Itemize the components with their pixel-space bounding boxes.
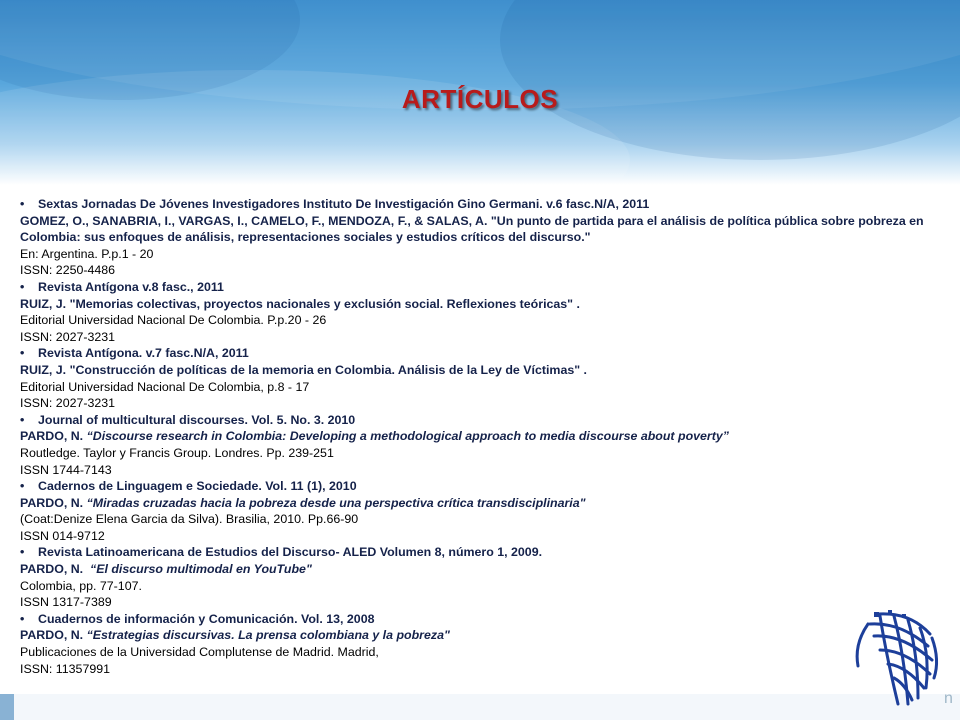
article-authors: PARDO, N. bbox=[20, 429, 84, 444]
publisher-line: Colombia, pp. 77-107. bbox=[20, 578, 142, 593]
citation-line bbox=[20, 627, 930, 644]
citation-line bbox=[20, 561, 930, 578]
citation-line bbox=[20, 428, 930, 445]
issn-line: ISSN: 11357991 bbox=[20, 661, 111, 676]
publisher-line: Editorial Universidad Nacional De Colombia, p.8 - 17 bbox=[20, 379, 310, 394]
article-entry bbox=[20, 279, 930, 345]
citation-line bbox=[20, 362, 930, 379]
article-authors: GOMEZ, O., SANABRIA, I., VARGAS, I., CAMELO, F., MENDOZA, F., & SALAS, A. bbox=[20, 213, 488, 228]
article-authors: RUIZ, J. bbox=[20, 362, 67, 377]
journal-name: Sextas Jornadas De Jóvenes Investigadores Instituto De Investigación Gino Germani. v.6 fasc.N/A, 2011 bbox=[38, 197, 650, 211]
issn-line: ISSN: 2027-3231 bbox=[20, 329, 116, 344]
footer-text: n bbox=[944, 690, 953, 707]
article-entry bbox=[20, 412, 930, 478]
citation-line bbox=[20, 495, 930, 512]
journal-name: Cadernos de Linguagem e Sociedade. Vol. 11 (1), 2010 bbox=[38, 479, 357, 494]
citation-line bbox=[20, 296, 930, 313]
issn-line: ISSN 1317-7389 bbox=[20, 595, 112, 610]
publisher-line: En: Argentina. P.p.1 - 20 bbox=[20, 246, 154, 261]
article-authors: PARDO, N. bbox=[20, 495, 84, 510]
publisher-line: Routledge. Taylor y Francis Group. Londres. Pp. 239-251 bbox=[20, 445, 334, 460]
journal-line: • Journal of multicultural discourses. Vol. 5. No. 3. 2010 bbox=[20, 412, 356, 427]
journal-name: Revista Antígona v.8 fasc., 2011 bbox=[38, 279, 224, 294]
article-title: “Estrategias discursivas. La prensa colombiana y la pobreza" bbox=[86, 628, 450, 643]
article-entry bbox=[20, 345, 930, 411]
article-title: “Discourse research in Colombia: Developing a methodological approach to media discourse about poverty” bbox=[86, 429, 729, 444]
publisher-line: Editorial Universidad Nacional De Colombia. P.p.20 - 26 bbox=[20, 313, 327, 328]
article-authors: RUIZ, J. bbox=[20, 296, 67, 311]
article-authors: PARDO, N. bbox=[20, 628, 84, 643]
article-authors: PARDO, N. bbox=[20, 562, 84, 577]
article-entry bbox=[20, 544, 930, 610]
journal-name: Journal of multicultural discourses. Vol. 5. No. 3. 2010 bbox=[38, 412, 356, 427]
page-title: ARTÍCULOS bbox=[401, 84, 559, 114]
article-title: "Un punto de partida para el análisis de política pública sobre pobreza en Colombia: sus enfoques de análisis, representaciones sociales y estudios críticos del discurso." bbox=[20, 213, 924, 245]
issn-line: ISSN: 2027-3231 bbox=[20, 396, 116, 411]
journal-line: • Cadernos de Linguagem e Sociedade. Vol. 11 (1), 2010 bbox=[20, 479, 357, 494]
article-title: "Memorias colectivas, proyectos nacionales y exclusión social. Reflexiones teóricas" . bbox=[69, 296, 580, 311]
issn-line: ISSN 014-9712 bbox=[20, 528, 105, 543]
globe-grid-logo bbox=[850, 604, 950, 710]
journal-line: • Cuadernos de información y Comunicación. Vol. 13, 2008 bbox=[20, 611, 375, 626]
publisher-line: Publicaciones de la Universidad Complutense de Madrid. Madrid, bbox=[20, 645, 379, 660]
article-title: “Miradas cruzadas hacia la pobreza desde una perspectiva crítica transdisciplinaria" bbox=[86, 495, 586, 510]
citation-line bbox=[20, 213, 930, 246]
journal-line: • Sextas Jornadas De Jóvenes Investigadores Instituto De Investigación Gino Germani. v.6 fasc.N/A, 2011 bbox=[20, 197, 650, 211]
article-entry bbox=[20, 478, 930, 544]
journal-name: Revista Antígona. v.7 fasc.N/A, 2011 bbox=[38, 346, 249, 361]
journal-line: • Revista Antígona. v.7 fasc.N/A, 2011 bbox=[20, 346, 249, 361]
issn-line: ISSN 1744-7143 bbox=[20, 462, 112, 477]
articles-list bbox=[20, 196, 930, 677]
issn-line: ISSN: 2250-4486 bbox=[20, 263, 116, 278]
footer-strip bbox=[0, 688, 960, 720]
journal-name: Cuadernos de información y Comunicación. Vol. 13, 2008 bbox=[38, 611, 375, 626]
publisher-line: (Coat:Denize Elena Garcia da Silva). Brasilia, 2010. Pp.66-90 bbox=[20, 512, 359, 527]
journal-name: Revista Latinoamericana de Estudios del Discurso- ALED Volumen 8, número 1, 2009. bbox=[38, 545, 543, 560]
journal-line: • Revista Antígona v.8 fasc., 2011 bbox=[20, 279, 224, 294]
article-title: “El discurso multimodal en YouTube" bbox=[90, 562, 312, 577]
article-title: "Construcción de políticas de la memoria en Colombia. Análisis de la Ley de Víctimas" . bbox=[69, 362, 587, 377]
article-entry bbox=[20, 611, 930, 677]
article-entry bbox=[20, 196, 930, 279]
journal-line: • Revista Latinoamericana de Estudios del Discurso- ALED Volumen 8, número 1, 2009. bbox=[20, 545, 543, 560]
